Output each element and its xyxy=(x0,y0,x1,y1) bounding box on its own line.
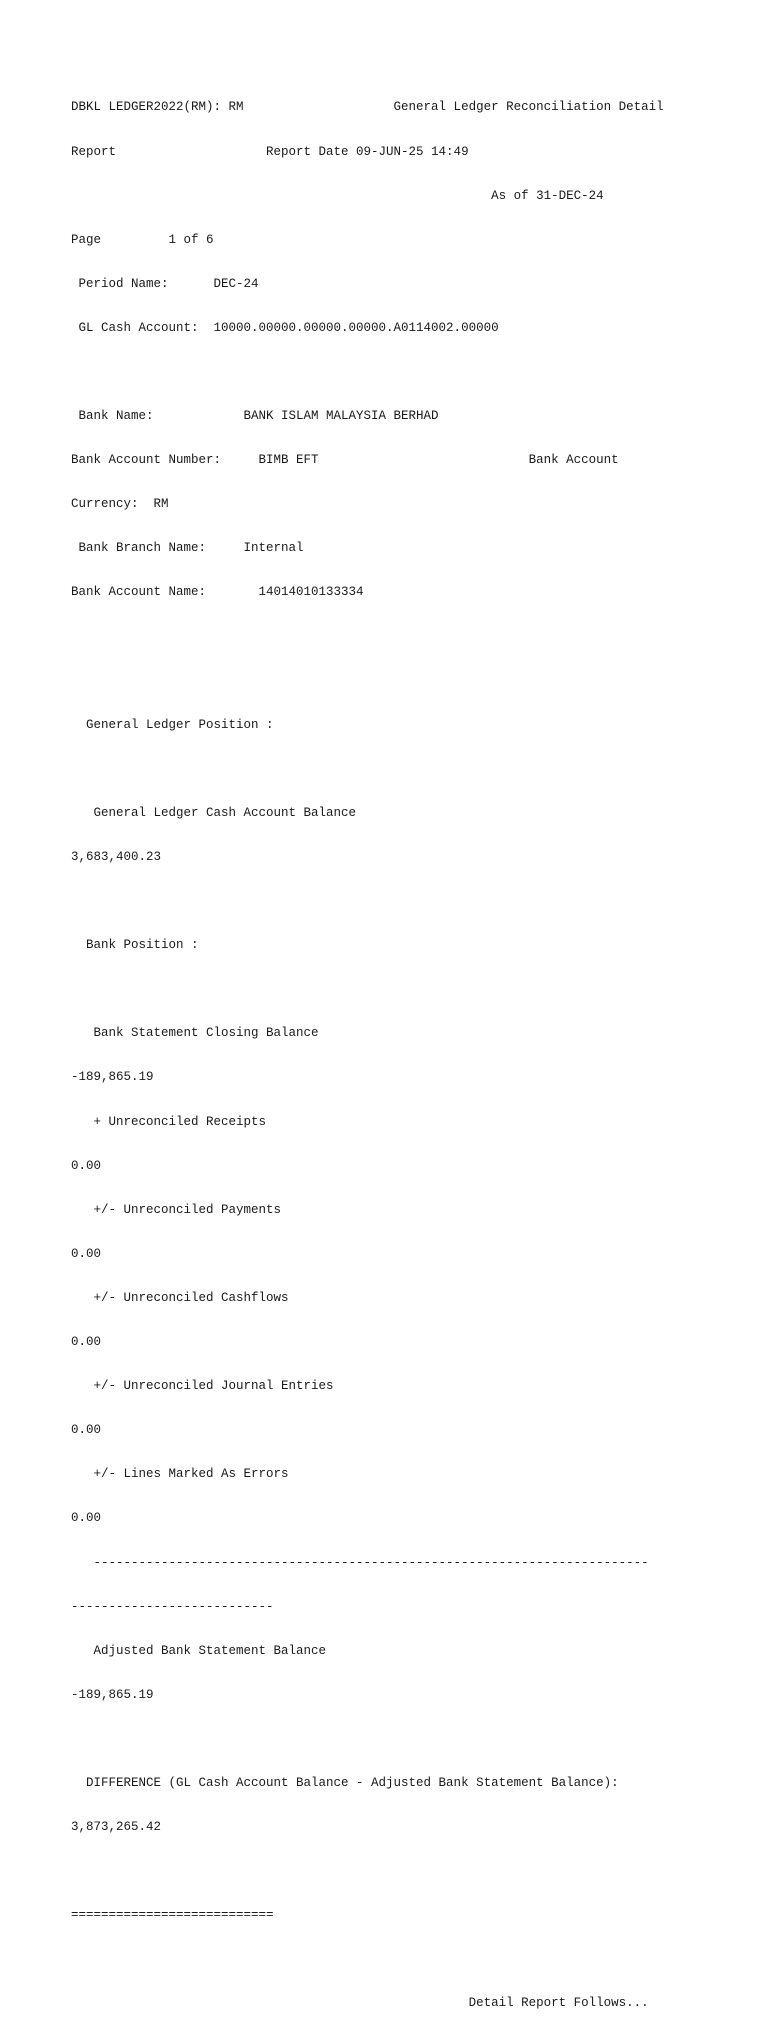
report-line: Bank Account Name: 14014010133334 xyxy=(71,585,364,600)
report-line: 0.00 xyxy=(71,1335,102,1350)
report-line: -------------------------------------------------------------------------- xyxy=(71,1555,649,1570)
report-line: Bank Statement Closing Balance xyxy=(71,1026,319,1041)
report-line: 0.00 xyxy=(71,1246,102,1261)
report-line: General Ledger Position : xyxy=(71,717,274,732)
report-line: =========================== xyxy=(71,1908,274,1923)
report-line xyxy=(71,762,664,777)
report-line: Bank Account Number: BIMB EFT Bank Account xyxy=(71,453,619,468)
report-line: Currency: RM xyxy=(71,497,169,512)
report-line: Report Report Date 09-JUN-25 14:49 xyxy=(71,144,469,159)
report-line: Page 1 of 6 xyxy=(71,232,214,247)
report-line: 0.00 xyxy=(71,1158,102,1173)
report-line xyxy=(71,365,664,380)
report-line: --------------------------- xyxy=(71,1599,274,1614)
report-line xyxy=(71,1864,664,1879)
report-line: +/- Unreconciled Journal Entries xyxy=(71,1379,334,1394)
report-line: -189,865.19 xyxy=(71,1070,154,1085)
report-line: 3,873,265.42 xyxy=(71,1820,162,1835)
report-line: Bank Position : xyxy=(71,938,199,953)
report-line: General Ledger Cash Account Balance xyxy=(71,805,357,820)
report-line: Period Name: DEC-24 xyxy=(71,276,259,291)
report-line: +/- Lines Marked As Errors xyxy=(71,1467,289,1482)
report-line: 3,683,400.23 xyxy=(71,850,162,864)
report-line: -189,865.19 xyxy=(71,1687,154,1702)
report-line: Bank Name: BANK ISLAM MALAYSIA BERHAD xyxy=(71,409,439,424)
report-line: DIFFERENCE (GL Cash Account Balance - Adjusted Bank Statement Balance): xyxy=(71,1775,619,1790)
report-line xyxy=(71,982,664,997)
report-line xyxy=(71,1732,664,1747)
report-line xyxy=(71,1952,664,1967)
report-line: +/- Unreconciled Cashflows xyxy=(71,1290,289,1305)
report-line: GL Cash Account: 10000.00000.00000.00000.A0114002.00000 xyxy=(71,320,499,335)
report-line xyxy=(71,894,664,909)
report-line: + Unreconciled Receipts xyxy=(71,1114,267,1129)
report-line: +/- Unreconciled Payments xyxy=(71,1202,282,1217)
report-line: As of 31-DEC-24 xyxy=(71,188,604,203)
report-line xyxy=(71,674,664,689)
report-line: Adjusted Bank Statement Balance xyxy=(71,1643,327,1658)
report-line: 0.00 xyxy=(71,1423,102,1438)
ledger-reconciliation-report xyxy=(71,71,664,2026)
report-line: Detail Report Follows... xyxy=(71,1996,649,2011)
report-line: DBKL LEDGER2022(RM): RM General Ledger Reconciliation Detail xyxy=(71,100,664,115)
report-line: 0.00 xyxy=(71,1511,102,1526)
report-line xyxy=(71,630,664,645)
report-line: Bank Branch Name: Internal xyxy=(71,541,304,556)
